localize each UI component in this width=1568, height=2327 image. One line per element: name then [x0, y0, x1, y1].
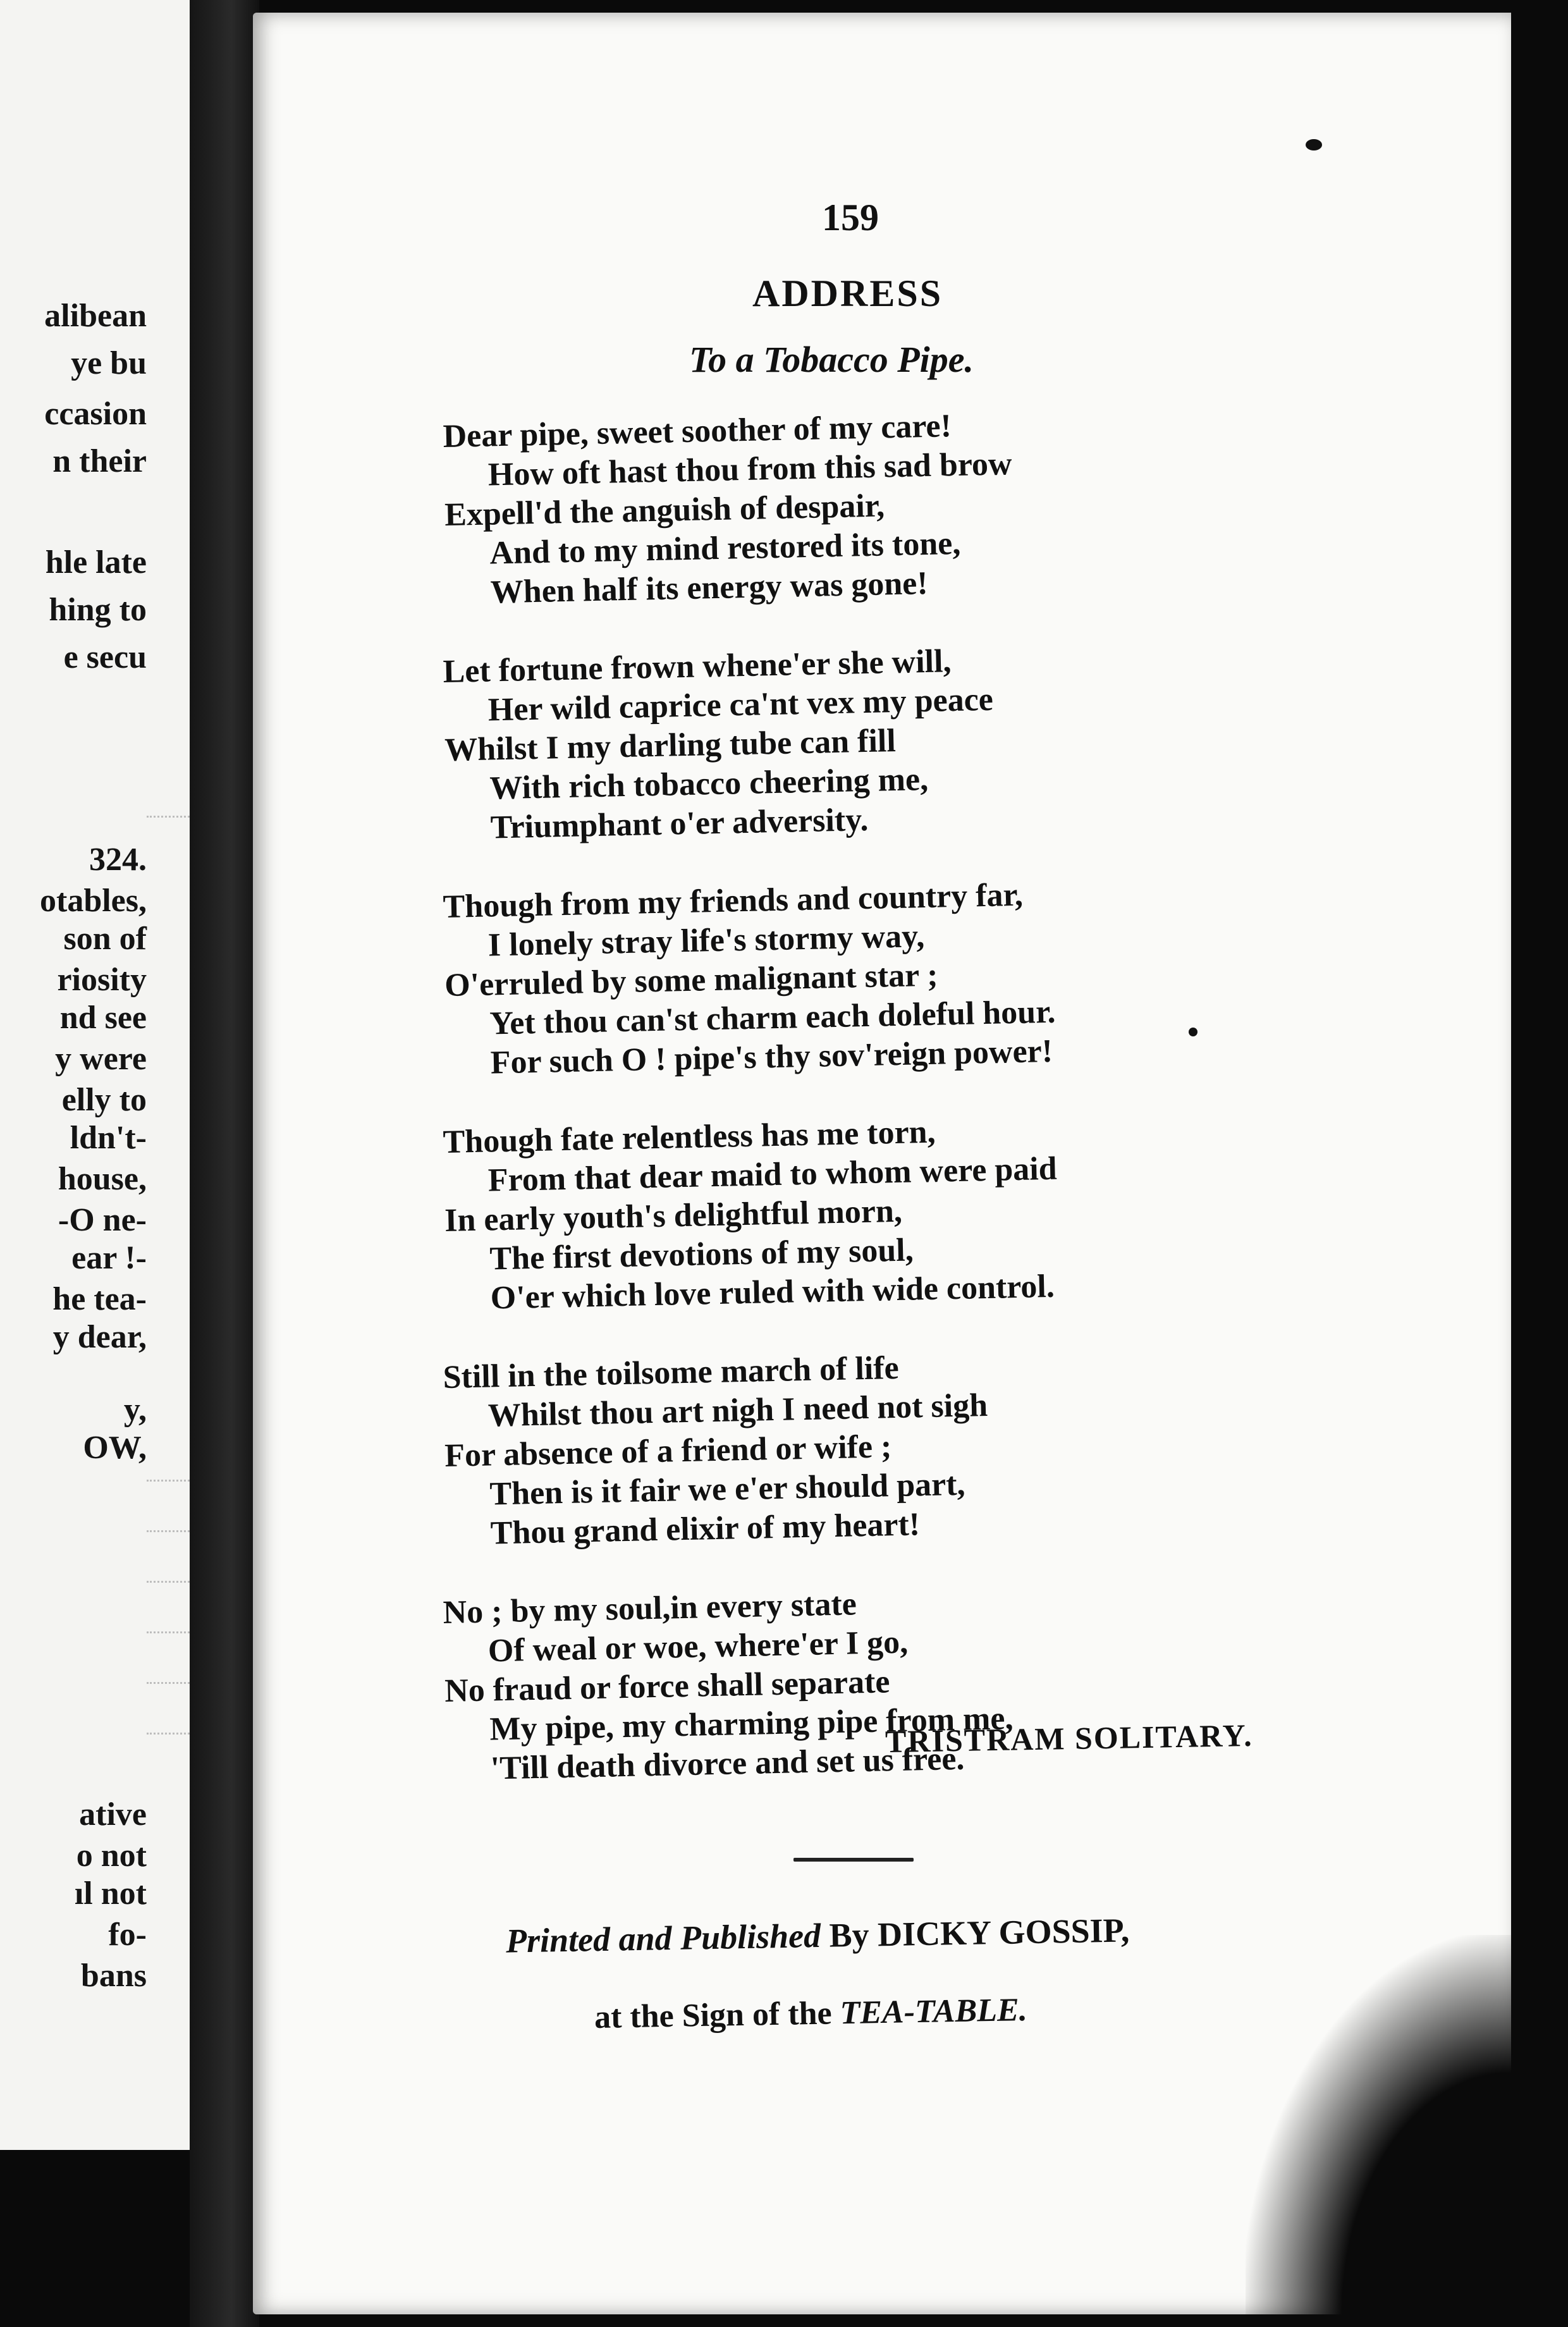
poem-line: Of weal or woe, where'er I go, [487, 1624, 909, 1669]
poem-stanza [443, 1339, 1363, 1554]
left-page-fragment: alibean [44, 298, 147, 334]
poem-line: My pipe, my charming pipe from me, [489, 1700, 1014, 1748]
poem-line: Her wild caprice ca'nt vex my peace [487, 681, 994, 728]
left-page-fragment: 324. [89, 842, 147, 878]
ink-speck [1189, 1028, 1197, 1036]
ink-blot [1306, 139, 1322, 150]
left-page-fragment: house, [58, 1161, 147, 1197]
bleed-through-text [147, 1733, 190, 1750]
left-page-fragment: hing to [49, 592, 147, 628]
imprint-line-2 [594, 1991, 1028, 2036]
poem-line: I lonely stray life's stormy way, [487, 918, 925, 964]
left-page-fragment: ldn't- [70, 1120, 147, 1156]
left-page-fragment: son of [63, 921, 147, 957]
left-page-fragment: ıl not [74, 1876, 147, 1912]
poem-line: O'erruled by some malignant star ; [444, 957, 939, 1004]
poem-line: When half its energy was gone! [490, 565, 929, 611]
poem-line: No fraud or force shall separate [444, 1664, 890, 1709]
poem-stanza [443, 634, 1363, 849]
author-signature: TRISTRAM SOLITARY. [885, 1717, 1254, 1760]
left-page-fragment: ccasion [44, 396, 147, 432]
poem-line: How oft hast thou from this sad brow [487, 446, 1013, 493]
left-page-fragment: otables, [40, 883, 147, 919]
left-page-fragment: bans [80, 1958, 147, 1994]
left-page-fragment: n their [52, 443, 147, 479]
left-page-fragment: ear !- [71, 1240, 147, 1276]
left-page-fragment: OW, [83, 1430, 147, 1466]
page-edge-shadow [1246, 1935, 1511, 2314]
page-number: 159 [822, 197, 879, 238]
poem-line: Whilst I my darling tube can fill [444, 723, 897, 768]
left-page-fragment: e secu [63, 639, 147, 675]
poem-line: Whilst thou art nigh I need not sigh [487, 1387, 988, 1434]
bleed-through-text [147, 1530, 190, 1547]
left-page-fragment: ye bu [71, 345, 147, 381]
poem-line: In early youth's delightful morn, [444, 1193, 903, 1239]
bleed-through-text [147, 1631, 190, 1649]
poem-body [443, 408, 1359, 1829]
bleed-through-text [147, 1581, 190, 1598]
poem-subtitle: To a Tobacco Pipe. [689, 339, 974, 380]
poem-line: From that dear maid to whom were paid [487, 1150, 1058, 1199]
imprint-line-1 [506, 1910, 1130, 1960]
poem-line: Though from my friends and country far, [443, 876, 1024, 925]
imprint-publisher: By DICKY GOSSIP, [829, 1911, 1130, 1955]
poem-line: Thou grand elixir of my heart! [490, 1506, 921, 1552]
bleed-through-text [147, 1682, 190, 1699]
imprint-at-label: at the Sign of the [594, 1995, 833, 2035]
right-page [253, 13, 1511, 2314]
left-page-fragment: y were [55, 1041, 147, 1077]
scan-border [1511, 0, 1568, 2327]
left-page-fragment: fo- [108, 1917, 147, 1953]
poem-line: The first devotions of my soul, [489, 1232, 914, 1277]
poem-line: Expell'd the anguish of despair, [444, 488, 885, 533]
poem-line: Though fate relentless has me torn, [443, 1114, 936, 1160]
poem-stanza [443, 1104, 1363, 1319]
left-page-fragment: elly to [61, 1082, 147, 1118]
left-page-fragment: he tea- [52, 1281, 147, 1317]
left-page-fragment: o not [76, 1838, 147, 1874]
book-gutter [190, 0, 259, 2327]
left-page-fragment: nd see [59, 1000, 147, 1036]
poem-line: Yet thou can'st charm each doleful hour. [489, 993, 1057, 1042]
poem-line: For absence of a friend or wife ; [444, 1428, 892, 1474]
left-page-fragment: y dear, [52, 1319, 147, 1355]
left-page-fragment: hle late [45, 544, 147, 580]
imprint-printed-label: Printed and Published [505, 1916, 821, 1960]
poem-line: Still in the toilsome march of life [443, 1349, 900, 1396]
left-page-fragment: ative [79, 1796, 147, 1833]
bleed-through-text [147, 816, 190, 833]
poem-line: Dear pipe, sweet soother of my care! [443, 408, 952, 455]
poem-line: No ; by my soul,in every state [443, 1586, 857, 1631]
left-page-fragment: -O ne- [58, 1202, 147, 1238]
left-page-fragment: riosity [57, 962, 147, 998]
poem-line: Let fortune frown whene'er she will, [443, 643, 952, 690]
ornament-divider [793, 1858, 914, 1862]
poem-stanza [443, 869, 1363, 1084]
left-page-fragment: y, [123, 1392, 147, 1428]
imprint-sign-name: TEA-TABLE. [840, 1992, 1028, 2032]
poem-title: ADDRESS [752, 273, 943, 314]
poem-line: 'Till death divorce and set us free. [490, 1740, 965, 1787]
poem-line: With rich tobacco cheering me, [489, 761, 929, 807]
poem-line: And to my mind restored its tone, [489, 525, 961, 572]
poem-stanza [443, 398, 1363, 613]
left-facing-page [0, 0, 196, 2150]
poem-line: O'er which love ruled with wide control. [490, 1268, 1055, 1317]
poem-line: Triumphant o'er adversity. [490, 801, 869, 846]
poem-line: Then is it fair we e'er should part, [489, 1466, 966, 1513]
poem-line: For such O ! pipe's thy sov'reign power! [490, 1033, 1053, 1081]
bleed-through-text [147, 1480, 190, 1497]
